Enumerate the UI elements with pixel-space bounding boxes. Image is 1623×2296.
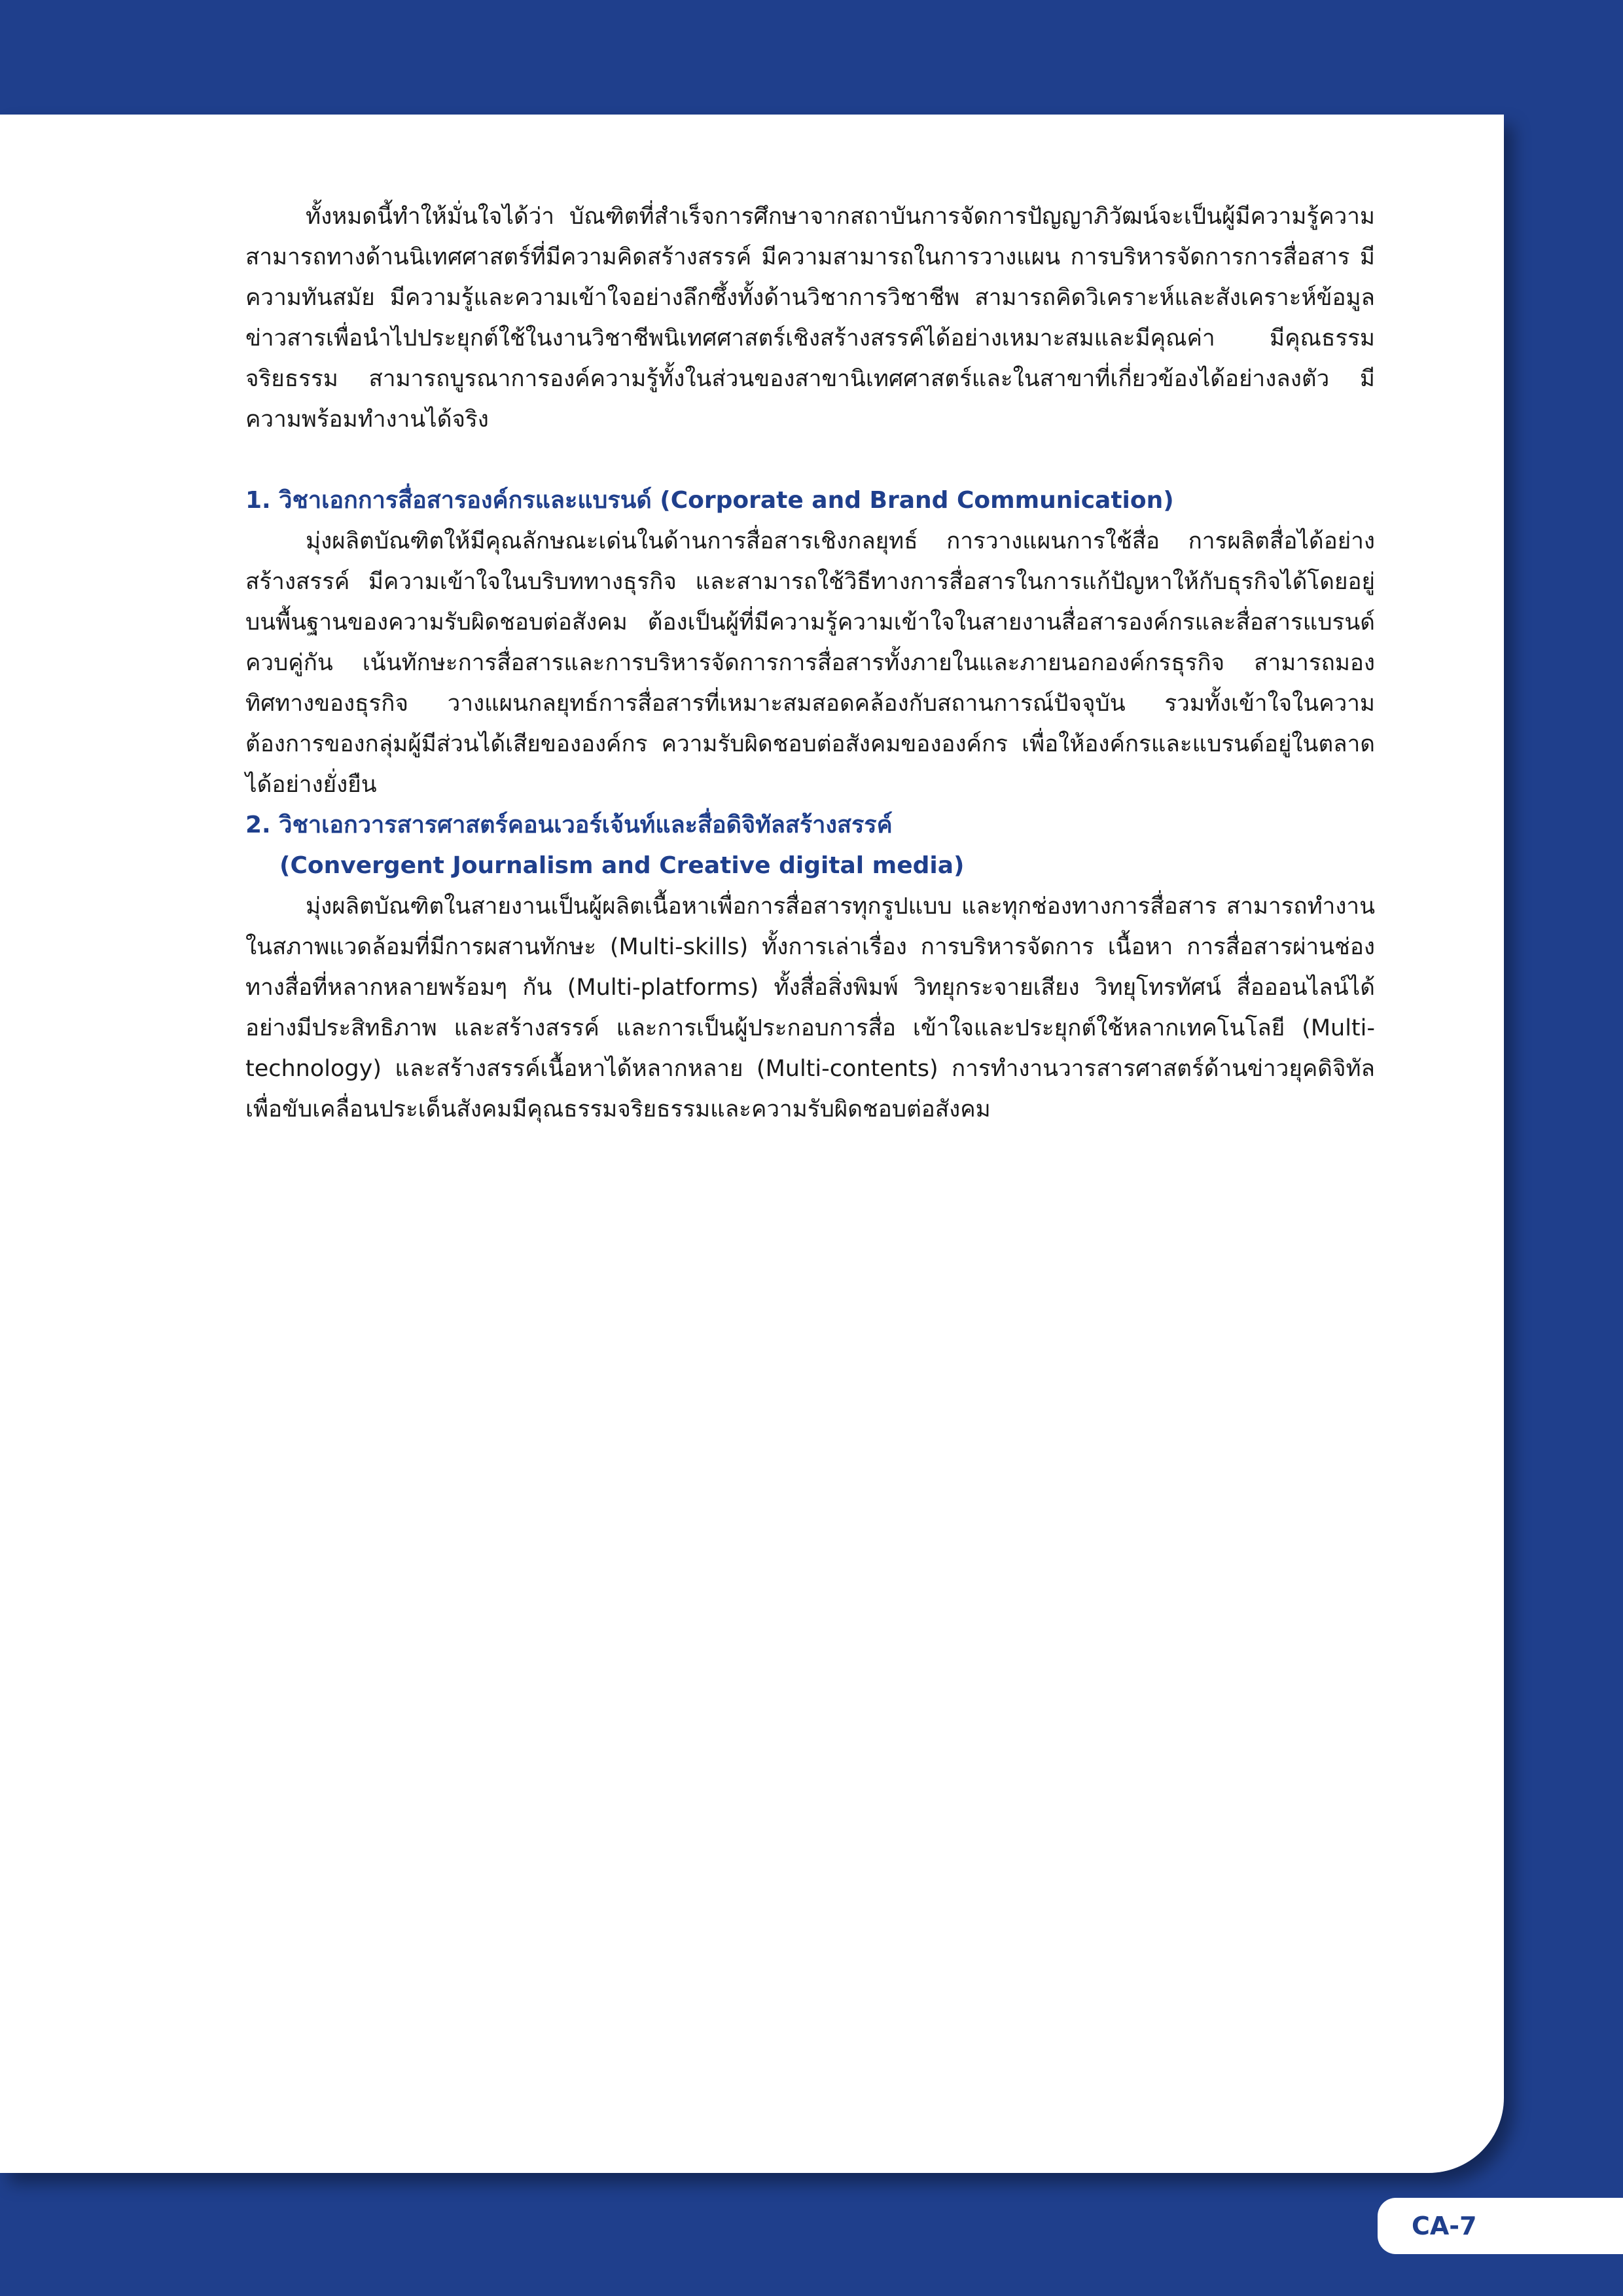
section1-heading: 1. วิชาเอกการสื่อสารองค์กรและแบรนด์ (Corporate and Brand Communication)	[245, 487, 1174, 514]
paragraph-spacer	[245, 440, 1375, 480]
section2-heading: 2. วิชาเอกวารสารศาสตร์คอนเวอร์เจ้นท์และสื่อดิจิทัลสร้างสรรค์	[245, 812, 893, 838]
page-number: CA-7	[1412, 2212, 1477, 2240]
section2-heading-english: (Convergent Journalism and Creative digital media)	[279, 852, 965, 879]
section1-paragraph: มุ่งผลิตบัณฑิตให้มีคุณลักษณะเด่นในด้านการสื่อสารเชิงกลยุทธ์ การวางแผนการใช้สื่อ การผลิตสื่อได้อย่างสร้างสรรค์ มีความเข้าใจในบริบททางธุรกิจ และสามารถใช้วิธีทางการสื่อสารในการแก้ปัญหาให้กับธุรกิจได้โดยอยู่บนพื้นฐานของความรับผิดชอบต่อสังคม ต้องเป็นผู้ที่มีความรู้ความเข้าใจในสายงานสื่อสารองค์กรและสื่อสารแบรนด์ควบคู่กัน เน้นทักษะการสื่อสารและการบริหารจัดการการสื่อสารทั้งภายในและภายนอกองค์กรธุรกิจ สามารถมองทิศทางของธุรกิจ วางแผนกลยุทธ์การสื่อสารที่เหมาะสมสอดคล้องกับสถานการณ์ปัจจุบัน รวมทั้งเข้าใจในความต้องการของกลุ่มผู้มีส่วนได้เสียขององค์กร ความรับผิดชอบต่อสังคมขององค์กร เพื่อให้องค์กรและแบรนด์อยู่ในตลาดได้อย่างยั่งยืน	[245, 528, 1375, 798]
intro-paragraph: ทั้งหมดนี้ทำให้มั่นใจได้ว่า บัณฑิตที่สำเร็จการศึกษาจากสถาบันการจัดการปัญญาภิวัฒน์จะเป็นผู้มีความรู้ความสามารถทางด้านนิเทศศาสตร์ที่มีความคิดสร้างสรรค์ มีความสามารถในการวางแผน การบริหารจัดการการสื่อสาร มีความทันสมัย มีความรู้และความเข้าใจอย่างลึกซึ้งทั้งด้านวิชาการวิชาชีพ สามารถคิดวิเคราะห์และสังเคราะห์ข้อมูลข่าวสารเพื่อนำไปประยุกต์ใช้ในงานวิชาชีพนิเทศศาสตร์เชิงสร้างสรรค์ได้อย่างเหมาะสมและมีคุณค่า มีคุณธรรมจริยธรรม สามารถบูรณาการองค์ความรู้ทั้งในส่วนของสาขานิเทศศาสตร์และในสาขาที่เกี่ยวข้องได้อย่างลงตัว มีความพร้อมทำงานได้จริง	[245, 204, 1375, 433]
section2-paragraph: มุ่งผลิตบัณฑิตในสายงานเป็นผู้ผลิตเนื้อหาเพื่อการสื่อสารทุกรูปแบบ และทุกช่องทางการสื่อสาร สามารถทำงานในสภาพแวดล้อมที่มีการผสานทักษะ (Multi-skills) ทั้งการเล่าเรื่อง การบริหารจัดการ เนื้อหา การสื่อสารผ่านช่องทางสื่อที่หลากหลายพร้อมๆ กัน (Multi-platforms) ทั้งสื่อสิ่งพิมพ์ วิทยุกระจายเสียง วิทยุโทรทัศน์ สื่อออนไลน์ได้อย่างมีประสิทธิภาพ และสร้างสรรค์ และการเป็นผู้ประกอบการสื่อ เข้าใจและประยุกต์ใช้หลากเทคโนโลยี (Multi-technology) และสร้างสรรค์เนื้อหาได้หลากหลาย (Multi-contents) การทำงานวารสารศาสตร์ด้านข่าวยุคดิจิทัลเพื่อขับเคลื่อนประเด็นสังคมมีคุณธรรมจริยธรรมและความรับผิดชอบต่อสังคม	[245, 893, 1375, 1122]
document-body	[245, 196, 1375, 1130]
page-number-tab	[1378, 2198, 1623, 2254]
